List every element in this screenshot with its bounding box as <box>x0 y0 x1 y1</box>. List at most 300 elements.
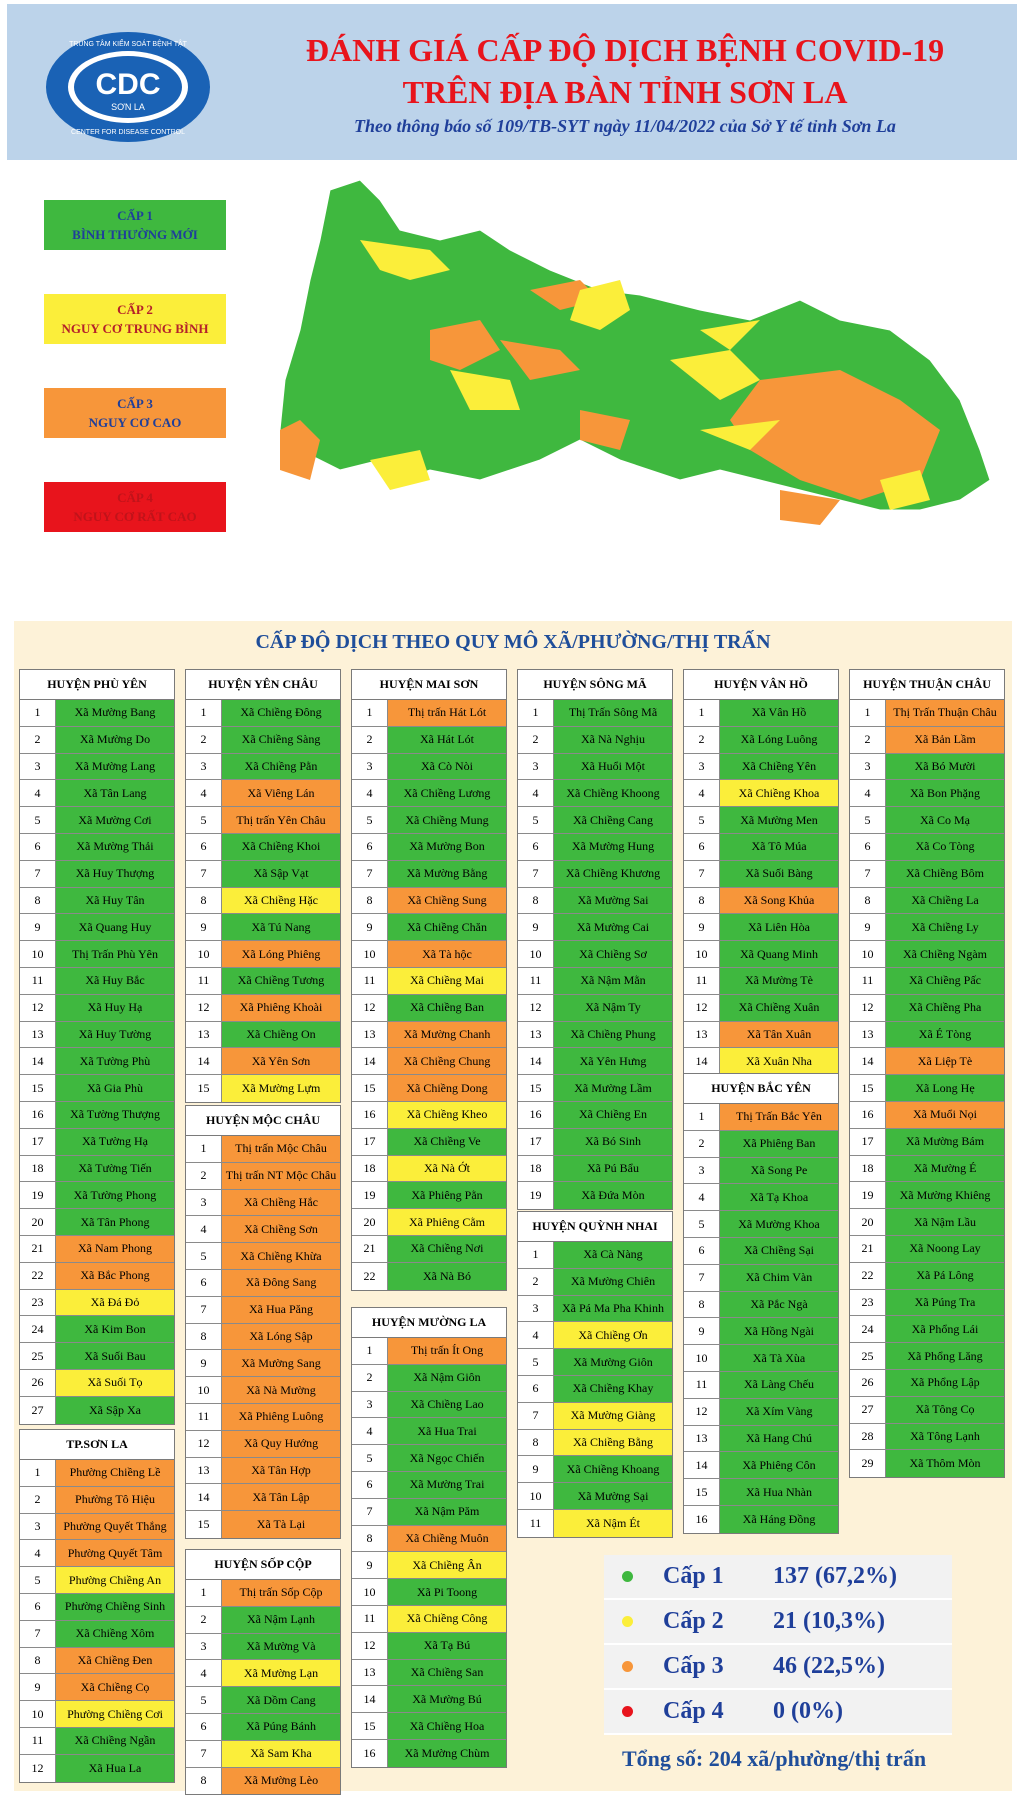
row-number: 6 <box>352 1472 388 1498</box>
row-number: 25 <box>20 1343 56 1369</box>
table-row <box>518 754 672 781</box>
commune-name: Xã Chiềng Kheo <box>388 1102 506 1128</box>
commune-name: Xã Chiềng Cang <box>554 807 672 833</box>
row-number: 22 <box>352 1263 388 1290</box>
row-number: 5 <box>186 807 222 833</box>
row-number: 3 <box>684 754 720 780</box>
row-number: 3 <box>352 1392 388 1418</box>
commune-name: Xã Xuân Nha <box>720 1048 838 1075</box>
commune-name: Xã Mường Lèo <box>222 1768 340 1795</box>
row-number: 13 <box>352 1022 388 1048</box>
commune-name: Xã Mường Bon <box>388 834 506 860</box>
table-row <box>352 807 506 834</box>
commune-name: Xã Song Khủa <box>720 888 838 914</box>
table-row <box>186 700 340 727</box>
table-row <box>850 1263 1004 1290</box>
table-row <box>20 941 174 968</box>
row-number: 9 <box>186 914 222 940</box>
commune-name: Phường Tô Hiệu <box>56 1487 174 1513</box>
row-number: 11 <box>518 1510 554 1537</box>
commune-name: Xã Chiềng En <box>554 1102 672 1128</box>
table-row <box>186 1270 340 1297</box>
row-number: 6 <box>352 834 388 860</box>
district-name: HUYỆN PHÙ YÊN <box>20 670 174 700</box>
commune-name: Xã Nậm Ty <box>554 995 672 1021</box>
table-row <box>20 700 174 727</box>
commune-name: Phường Chiềng An <box>56 1567 174 1593</box>
commune-name: Xã Chiềng Sơn <box>222 1216 340 1242</box>
table-row <box>684 1104 838 1131</box>
table-row <box>186 1163 340 1190</box>
commune-name: Xã Pá Lông <box>886 1263 1004 1289</box>
commune-name: Xã Mường Sại <box>554 1483 672 1509</box>
legend-level-desc: NGUY CƠ RẤT CAO <box>73 509 197 524</box>
table-row <box>684 968 838 995</box>
commune-name: Xã Huy Thượng <box>56 861 174 887</box>
district-table <box>517 1211 673 1538</box>
row-number: 6 <box>684 834 720 860</box>
row-number: 15 <box>186 1511 222 1538</box>
commune-name: Xã Vân Hồ <box>720 700 838 726</box>
row-number: 15 <box>850 1075 886 1101</box>
table-row <box>850 807 1004 834</box>
table-row <box>20 1397 174 1424</box>
commune-name: Xã Tường Phong <box>56 1182 174 1208</box>
row-number: 8 <box>850 888 886 914</box>
commune-name: Xã Thôm Mòn <box>886 1450 1004 1477</box>
table-row <box>850 1290 1004 1317</box>
row-number: 14 <box>850 1048 886 1074</box>
commune-name: Xã Pắc Ngà <box>720 1292 838 1318</box>
commune-name: Xã Mường Khiêng <box>886 1182 1004 1208</box>
row-number: 7 <box>186 861 222 887</box>
table-row <box>684 1399 838 1426</box>
commune-name: Xã Tô Múa <box>720 834 838 860</box>
commune-name: Xã Chiềng Phung <box>554 1022 672 1048</box>
commune-name: Thị trấn NT Mộc Châu <box>222 1163 340 1189</box>
row-number: 8 <box>20 1648 56 1674</box>
commune-name: Xã Bó Mười <box>886 754 1004 780</box>
level-dot-icon <box>622 1571 633 1582</box>
table-row <box>352 1740 506 1767</box>
commune-name: Xã Chiềng Lao <box>388 1392 506 1418</box>
row-number: 5 <box>186 1687 222 1713</box>
row-number: 3 <box>850 754 886 780</box>
row-number: 7 <box>518 861 554 887</box>
commune-name: Xã Chiềng Mung <box>388 807 506 833</box>
table-row <box>684 1318 838 1345</box>
table-row <box>20 1048 174 1075</box>
table-row <box>850 1156 1004 1183</box>
table-row <box>684 834 838 861</box>
commune-name: Xã Chiềng Khay <box>554 1376 672 1402</box>
row-number: 24 <box>850 1316 886 1342</box>
table-row <box>186 914 340 941</box>
row-number: 12 <box>518 995 554 1021</box>
table-row <box>20 1156 174 1183</box>
row-number: 1 <box>20 700 56 726</box>
table-row <box>20 1316 174 1343</box>
district-table <box>683 1073 839 1534</box>
table-row <box>186 834 340 861</box>
table-row <box>850 888 1004 915</box>
row-number: 11 <box>850 968 886 994</box>
table-row <box>20 1343 174 1370</box>
table-row <box>352 941 506 968</box>
row-number: 4 <box>186 1216 222 1242</box>
commune-name: Xã Chiềng Hoa <box>388 1713 506 1739</box>
table-row <box>684 1131 838 1158</box>
commune-name: Xã Bắc Phong <box>56 1263 174 1289</box>
commune-name: Xã Co Mạ <box>886 807 1004 833</box>
commune-name: Xã Chiềng Pấc <box>886 968 1004 994</box>
commune-name: Thị trấn Hát Lót <box>388 700 506 726</box>
row-number: 10 <box>684 941 720 967</box>
commune-name: Xã Mường Chiên <box>554 1269 672 1295</box>
commune-name: Xã Lóng Sập <box>222 1324 340 1350</box>
row-number: 23 <box>850 1290 886 1316</box>
commune-name: Xã Mường Trai <box>388 1472 506 1498</box>
commune-name: Xã Mường Chùm <box>388 1740 506 1767</box>
row-number: 7 <box>186 1741 222 1767</box>
row-number: 7 <box>352 1499 388 1525</box>
table-row <box>352 1129 506 1156</box>
commune-name: Xã Phiêng Côn <box>720 1452 838 1478</box>
page-subtitle: Theo thông báo số 109/TB-SYT ngày 11/04/2022 của Sở Y tế tỉnh Sơn La <box>354 116 896 136</box>
commune-name: Xã Nam Phong <box>56 1236 174 1262</box>
commune-name: Xã Chiềng Sơ <box>554 941 672 967</box>
commune-name: Xã Song Pe <box>720 1158 838 1184</box>
commune-name: Xã Chiềng Khương <box>554 861 672 887</box>
table-row <box>850 1102 1004 1129</box>
table-row <box>684 1372 838 1399</box>
table-row <box>352 700 506 727</box>
table-row <box>850 861 1004 888</box>
table-row <box>352 1552 506 1579</box>
row-number: 11 <box>684 1372 720 1398</box>
district-table <box>185 1549 341 1795</box>
table-row <box>518 1456 672 1483</box>
table-row <box>850 1370 1004 1397</box>
table-row <box>352 1075 506 1102</box>
table-row <box>20 888 174 915</box>
row-number: 19 <box>850 1182 886 1208</box>
row-number: 13 <box>20 1022 56 1048</box>
table-row <box>20 914 174 941</box>
row-number: 4 <box>850 780 886 806</box>
row-number: 2 <box>186 1607 222 1633</box>
row-number: 8 <box>352 888 388 914</box>
row-number: 11 <box>186 1404 222 1430</box>
table-row <box>186 754 340 781</box>
row-number: 19 <box>352 1182 388 1208</box>
commune-name: Xã Mường Bú <box>388 1686 506 1712</box>
row-number: 24 <box>20 1316 56 1342</box>
table-row <box>684 941 838 968</box>
table-row <box>352 1713 506 1740</box>
table-row <box>352 1102 506 1129</box>
commune-name: Xã Tân Lập <box>222 1484 340 1510</box>
table-row <box>352 727 506 754</box>
table-row <box>186 1458 340 1485</box>
commune-name: Xã Chiềng Khoa <box>720 780 838 806</box>
row-number: 2 <box>684 727 720 753</box>
table-row <box>850 727 1004 754</box>
summary-row <box>604 1600 952 1645</box>
table-row <box>186 1377 340 1404</box>
commune-name: Xã Chiềng Đen <box>56 1648 174 1674</box>
table-row <box>518 1403 672 1430</box>
row-number: 7 <box>186 1297 222 1323</box>
row-number: 17 <box>850 1129 886 1155</box>
summary-level-label: Cấp 3 <box>663 1653 724 1679</box>
table-row <box>850 1048 1004 1075</box>
row-number: 5 <box>684 1211 720 1237</box>
commune-name: Xã Chiềng Hặc <box>222 888 340 914</box>
commune-name: Xã Chiềng Bằng <box>554 1430 672 1456</box>
row-number: 4 <box>684 780 720 806</box>
table-row <box>352 1660 506 1687</box>
commune-name: Xã Mường Bám <box>886 1129 1004 1155</box>
commune-name: Xã Tà Xùa <box>720 1345 838 1371</box>
table-row <box>20 968 174 995</box>
table-row <box>186 1136 340 1163</box>
commune-name: Xã Chiềng Bôm <box>886 861 1004 887</box>
row-number: 4 <box>20 1540 56 1566</box>
commune-name: Xã Mường Khoa <box>720 1211 838 1237</box>
row-number: 11 <box>20 968 56 994</box>
row-number: 6 <box>518 834 554 860</box>
commune-name: Xã Chiềng Pha <box>886 995 1004 1021</box>
row-number: 3 <box>518 1296 554 1322</box>
table-row <box>518 1022 672 1049</box>
table-row <box>20 995 174 1022</box>
row-number: 5 <box>850 807 886 833</box>
row-number: 2 <box>20 1487 56 1513</box>
commune-name: Xã Pú Bẩu <box>554 1156 672 1182</box>
commune-name: Xã Mường Sai <box>554 888 672 914</box>
table-row <box>20 1263 174 1290</box>
row-number: 1 <box>20 1460 56 1486</box>
table-row <box>20 1514 174 1541</box>
row-number: 10 <box>850 941 886 967</box>
summary-row <box>604 1645 952 1690</box>
commune-name: Xã Bó Sinh <box>554 1129 672 1155</box>
commune-name: Xã Xím Vàng <box>720 1399 838 1425</box>
row-number: 8 <box>684 1292 720 1318</box>
table-row <box>186 1404 340 1431</box>
commune-name: Xã Chiềng Nơi <box>388 1236 506 1262</box>
table-row <box>352 1445 506 1472</box>
row-number: 3 <box>684 1158 720 1184</box>
row-number: 1 <box>352 700 388 726</box>
row-number: 8 <box>518 888 554 914</box>
row-number: 1 <box>186 1136 222 1162</box>
row-number: 7 <box>20 861 56 887</box>
row-number: 6 <box>186 1270 222 1296</box>
table-row <box>850 968 1004 995</box>
table-row <box>684 995 838 1022</box>
row-number: 3 <box>186 754 222 780</box>
commune-name: Xã Mường Thải <box>56 834 174 860</box>
row-number: 12 <box>352 1633 388 1659</box>
commune-name: Xã Liên Hòa <box>720 914 838 940</box>
district-table <box>351 1307 507 1768</box>
row-number: 11 <box>518 968 554 994</box>
row-number: 12 <box>352 995 388 1021</box>
table-row <box>20 807 174 834</box>
commune-name: Xã Muổi Nọi <box>886 1102 1004 1128</box>
row-number: 21 <box>20 1236 56 1262</box>
commune-section <box>14 621 1012 1791</box>
table-row <box>518 700 672 727</box>
summary-level-value: 0 (0%) <box>773 1698 843 1724</box>
commune-name: Xã Mường Giôn <box>554 1349 672 1375</box>
legend-level-3 <box>44 388 226 438</box>
table-row <box>186 888 340 915</box>
row-number: 15 <box>518 1075 554 1101</box>
table-row <box>352 888 506 915</box>
commune-name: Xã Viêng Lán <box>222 780 340 806</box>
table-row <box>20 1755 174 1782</box>
table-row <box>186 941 340 968</box>
row-number: 2 <box>186 727 222 753</box>
table-row <box>186 1216 340 1243</box>
commune-name: Xã Nà Bó <box>388 1263 506 1290</box>
table-row <box>186 1687 340 1714</box>
row-number: 14 <box>352 1686 388 1712</box>
table-row <box>518 1510 672 1537</box>
row-number: 9 <box>20 914 56 940</box>
district-name: HUYỆN THUẬN CHÂU <box>850 670 1004 700</box>
row-number: 9 <box>684 1318 720 1344</box>
commune-name: Xã Phiêng Ban <box>720 1131 838 1157</box>
table-row <box>352 1182 506 1209</box>
row-number: 10 <box>684 1345 720 1371</box>
district-name: HUYỆN BẮC YÊN <box>684 1074 838 1104</box>
commune-name: Xã Tạ Bú <box>388 1633 506 1659</box>
district-table <box>185 669 341 1103</box>
row-number: 9 <box>684 914 720 940</box>
svg-text:TRUNG TÂM KIỂM SOÁT BỆNH TẬT: TRUNG TÂM KIỂM SOÁT BỆNH TẬT <box>69 41 187 48</box>
table-row <box>186 1768 340 1795</box>
table-row <box>850 780 1004 807</box>
table-row <box>20 1728 174 1755</box>
commune-name: Xã Gia Phù <box>56 1075 174 1101</box>
table-row <box>518 1129 672 1156</box>
table-row <box>684 888 838 915</box>
row-number: 15 <box>20 1075 56 1101</box>
row-number: 5 <box>20 807 56 833</box>
row-number: 9 <box>186 1350 222 1376</box>
commune-name: Xã Tà hộc <box>388 941 506 967</box>
row-number: 11 <box>186 968 222 994</box>
row-number: 25 <box>850 1343 886 1369</box>
commune-name: Xã Chiềng Khoi <box>222 834 340 860</box>
row-number: 2 <box>850 727 886 753</box>
district-table <box>351 669 507 1291</box>
table-row <box>850 754 1004 781</box>
commune-name: Xã Chiềng Sung <box>388 888 506 914</box>
commune-name: Xã Hồng Ngài <box>720 1318 838 1344</box>
row-number: 20 <box>850 1209 886 1235</box>
commune-name: Xã Yên Sơn <box>222 1048 340 1074</box>
row-number: 3 <box>20 754 56 780</box>
table-row <box>850 995 1004 1022</box>
commune-name: Thị Trấn Bắc Yên <box>720 1104 838 1130</box>
district-table <box>683 669 839 1076</box>
commune-name: Xã Mường Lang <box>56 754 174 780</box>
table-row <box>518 995 672 1022</box>
row-number: 6 <box>186 834 222 860</box>
commune-name: Xã Mường Lầm <box>554 1075 672 1101</box>
commune-name: Thị trấn Ít Ong <box>388 1338 506 1364</box>
row-number: 3 <box>20 1514 56 1540</box>
row-number: 14 <box>352 1048 388 1074</box>
table-row <box>20 1487 174 1514</box>
svg-text:SƠN LA: SƠN LA <box>111 102 145 112</box>
commune-name: Xã Mường Men <box>720 807 838 833</box>
row-number: 12 <box>186 1431 222 1457</box>
table-row <box>352 995 506 1022</box>
table-row <box>518 1296 672 1323</box>
row-number: 16 <box>850 1102 886 1128</box>
row-number: 16 <box>20 1102 56 1128</box>
row-number: 2 <box>20 727 56 753</box>
commune-name: Xã Hua Nhàn <box>720 1479 838 1505</box>
row-number: 1 <box>684 700 720 726</box>
row-number: 16 <box>352 1102 388 1128</box>
row-number: 29 <box>850 1450 886 1477</box>
table-row <box>518 727 672 754</box>
row-number: 10 <box>352 1579 388 1605</box>
legend-level-title: CẤP 3 <box>117 396 153 411</box>
row-number: 17 <box>518 1129 554 1155</box>
row-number: 2 <box>518 727 554 753</box>
row-number: 14 <box>684 1048 720 1075</box>
row-number: 4 <box>518 780 554 806</box>
legend-level-desc: NGUY CƠ CAO <box>88 415 182 430</box>
summary-level-label: Cấp 4 <box>663 1698 724 1724</box>
legend-level-title: CẤP 4 <box>117 490 153 505</box>
commune-name: Xã Huy Bắc <box>56 968 174 994</box>
commune-name: Xã Cò Nòi <box>388 754 506 780</box>
commune-name: Xã Chiềng Đông <box>222 700 340 726</box>
legend-level-1 <box>44 200 226 250</box>
table-row <box>20 1209 174 1236</box>
table-row <box>20 1621 174 1648</box>
commune-name: Xã Tân Xuân <box>720 1022 838 1048</box>
commune-name: Xã Chiềng Ve <box>388 1129 506 1155</box>
commune-name: Xã Chiềng San <box>388 1660 506 1686</box>
table-row <box>186 727 340 754</box>
commune-name: Xã Đứa Mòn <box>554 1182 672 1209</box>
row-number: 10 <box>518 1483 554 1509</box>
row-number: 4 <box>352 780 388 806</box>
table-row <box>684 1265 838 1292</box>
table-row <box>20 1236 174 1263</box>
page-title: ĐÁNH GIÁ CẤP ĐỘ DỊCH BỆNH COVID-19 <box>305 32 945 68</box>
row-number: 21 <box>850 1236 886 1262</box>
table-row <box>20 1102 174 1129</box>
commune-name: Xã Phiêng Cằm <box>388 1209 506 1235</box>
table-row <box>518 1242 672 1269</box>
legend-level-desc: BÌNH THƯỜNG MỚI <box>72 227 198 242</box>
row-number: 6 <box>518 1376 554 1402</box>
commune-name: Xã Tạ Khoa <box>720 1184 838 1210</box>
row-number: 5 <box>186 1243 222 1269</box>
row-number: 14 <box>20 1048 56 1074</box>
